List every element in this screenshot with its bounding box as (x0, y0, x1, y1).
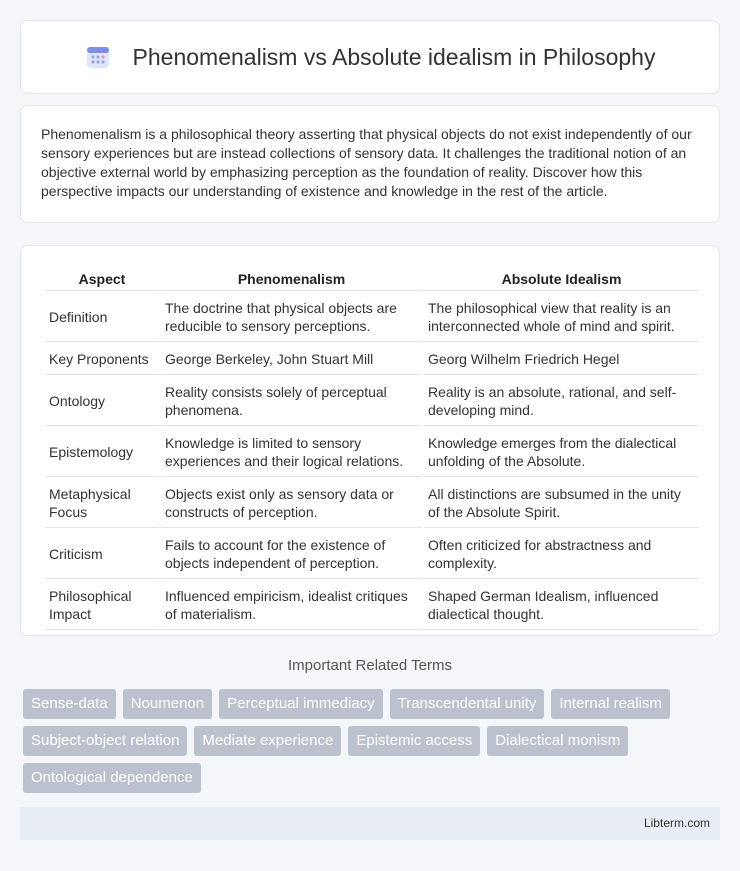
table-row (45, 581, 699, 630)
row-absolute-idealism: Knowledge emerges from the dialectical unfolding of the Absolute. (424, 428, 699, 477)
row-phenomenalism: Fails to account for the existence of objects independent of perception. (161, 530, 422, 579)
row-aspect: Criticism (45, 530, 159, 579)
term-tag[interactable]: Noumenon (123, 689, 212, 719)
row-absolute-idealism: The philosophical view that reality is an interconnected whole of mind and spirit. (424, 293, 699, 342)
row-aspect: Ontology (45, 377, 159, 426)
intro-card (20, 105, 720, 223)
term-tag[interactable]: Dialectical monism (487, 726, 628, 756)
term-tag[interactable]: Perceptual immediacy (219, 689, 383, 719)
term-tag[interactable]: Sense-data (23, 689, 116, 719)
row-absolute-idealism: All distinctions are subsumed in the unity of the Absolute Spirit. (424, 479, 699, 528)
row-phenomenalism: Objects exist only as sensory data or constructs of perception. (161, 479, 422, 528)
row-aspect: Definition (45, 293, 159, 342)
term-tag[interactable]: Epistemic access (348, 726, 480, 756)
page-title: Phenomenalism vs Absolute idealism in Philosophy (132, 43, 656, 70)
column-header-absolute-idealism: Absolute Idealism (424, 268, 699, 291)
row-absolute-idealism: Shaped German Idealism, influenced dialectical thought. (424, 581, 699, 630)
comparison-table (43, 266, 701, 632)
table-row (45, 377, 699, 426)
related-terms-heading: Important Related Terms (288, 657, 452, 674)
intro-paragraph: Phenomenalism is a philosophical theory asserting that physical objects do not exist independently of our sensory experiences but are instead collections of sensory data. It challenges the traditional notion of an objective external world by emphasizing perception as the foundation of reality. Discover how this perspective impacts our understanding of existence and knowledge in the rest of the article. (41, 126, 692, 199)
row-phenomenalism: The doctrine that physical objects are reducible to sensory perceptions. (161, 293, 422, 342)
calendar-grid-icon (85, 44, 111, 70)
column-header-aspect: Aspect (45, 268, 159, 291)
term-tag[interactable]: Subject-object relation (23, 726, 187, 756)
row-phenomenalism: Reality consists solely of perceptual phenomena. (161, 377, 422, 426)
title-card (20, 20, 720, 94)
related-terms-list (23, 689, 723, 800)
row-aspect: Philosophical Impact (45, 581, 159, 630)
row-absolute-idealism: Georg Wilhelm Friedrich Hegel (424, 344, 699, 375)
column-header-phenomenalism: Phenomenalism (161, 268, 422, 291)
row-absolute-idealism: Often criticized for abstractness and complexity. (424, 530, 699, 579)
table-row (45, 344, 699, 375)
term-tag[interactable]: Transcendental unity (390, 689, 545, 719)
term-tag[interactable]: Ontological dependence (23, 763, 201, 793)
row-absolute-idealism: Reality is an absolute, rational, and self-developing mind. (424, 377, 699, 426)
table-header-row (45, 268, 699, 291)
table-row (45, 530, 699, 579)
comparison-card (20, 245, 720, 636)
row-aspect: Epistemology (45, 428, 159, 477)
table-row (45, 293, 699, 342)
term-tag[interactable]: Mediate experience (194, 726, 341, 756)
table-row (45, 479, 699, 528)
footer (20, 807, 720, 840)
table-row (45, 428, 699, 477)
footer-site-link[interactable]: Libterm.com (643, 816, 710, 830)
row-aspect: Key Proponents (45, 344, 159, 375)
row-phenomenalism: George Berkeley, John Stuart Mill (161, 344, 422, 375)
row-phenomenalism: Knowledge is limited to sensory experiences and their logical relations. (161, 428, 422, 477)
term-tag[interactable]: Internal realism (551, 689, 670, 719)
row-phenomenalism: Influenced empiricism, idealist critiques of materialism. (161, 581, 422, 630)
row-aspect: Metaphysical Focus (45, 479, 159, 528)
